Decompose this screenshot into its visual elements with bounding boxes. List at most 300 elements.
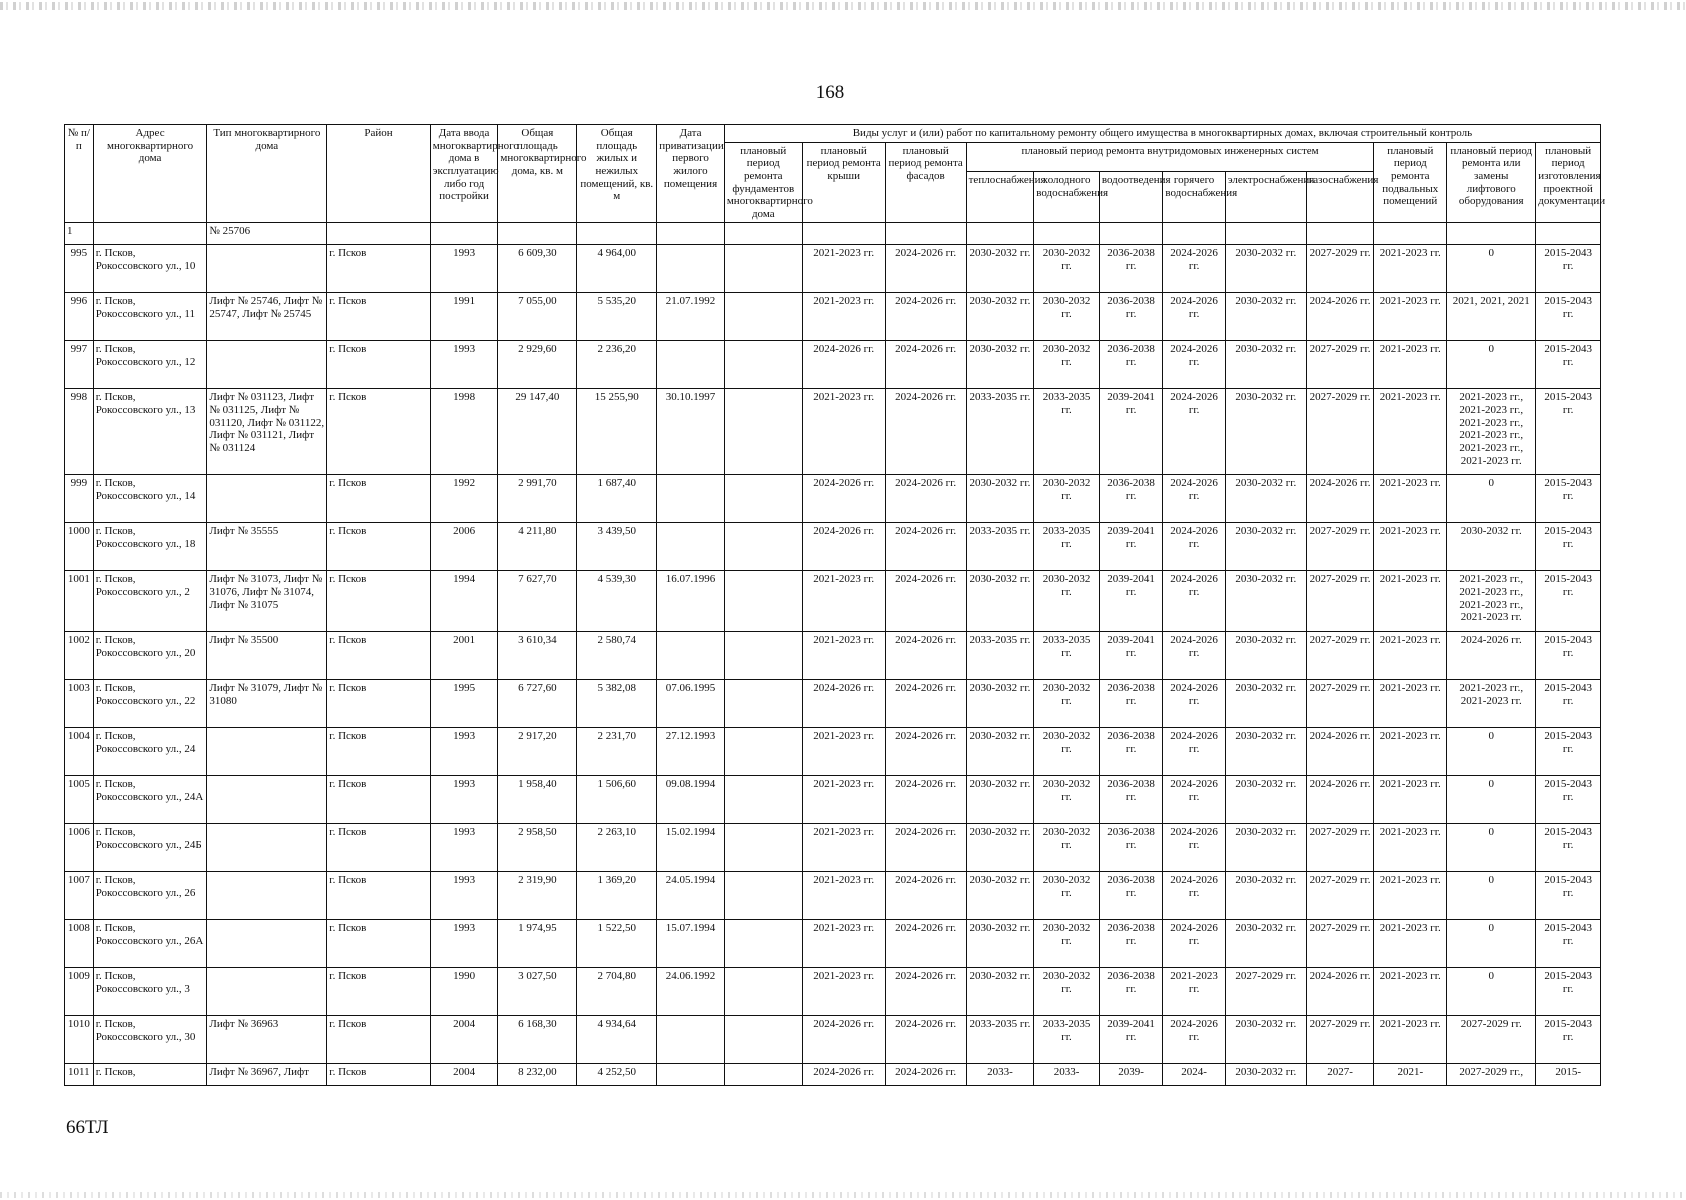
row-sewerage: 2039-2041 гг. <box>1099 632 1163 680</box>
row-total-area: 3 027,50 <box>498 968 577 1016</box>
row-elevator: 0 <box>1447 245 1536 293</box>
row-living-area: 2 580,74 <box>577 632 657 680</box>
row-elevator: 0 <box>1447 872 1536 920</box>
row-electric: 2030-2032 гг. <box>1225 824 1306 872</box>
row-privatization: 15.02.1994 <box>657 824 725 872</box>
table-row <box>65 341 1601 389</box>
row-house-type: Лифт № 36963 <box>207 1016 327 1064</box>
row-privatization <box>657 1016 725 1064</box>
row-address: г. Псков, Рокоссовского ул., 12 <box>93 341 207 389</box>
row-electric: 2030-2032 гг. <box>1225 293 1306 341</box>
row-district: г. Псков <box>327 1016 430 1064</box>
row-gas: 2024-2026 гг. <box>1306 293 1374 341</box>
row-house-type <box>207 776 327 824</box>
row-address: г. Псков, Рокоссовского ул., 20 <box>93 632 207 680</box>
row-hot-water: 2024-2026 гг. <box>1163 389 1226 475</box>
cont-num: 1 <box>65 223 94 245</box>
row-design-docs: 2015-2043 гг. <box>1536 776 1601 824</box>
table-row <box>65 632 1601 680</box>
row-privatization <box>657 523 725 571</box>
row-year: 1998 <box>430 389 498 475</box>
row-address: г. Псков, Рокоссовского ул., 24 <box>93 728 207 776</box>
row-sewerage: 2036-2038 гг. <box>1099 728 1163 776</box>
row-cold-water: 2030-2032 гг. <box>1034 245 1100 293</box>
row-electric: 2030-2032 гг. <box>1225 341 1306 389</box>
row-facade: 2024-2026 гг. <box>885 776 966 824</box>
row-basement: 2021-2023 гг. <box>1374 920 1447 968</box>
row-hot-water: 2024-2026 гг. <box>1163 293 1226 341</box>
row-address: г. Псков, Рокоссовского ул., 3 <box>93 968 207 1016</box>
row-privatization: 09.08.1994 <box>657 776 725 824</box>
scan-edge-bottom <box>0 1192 1686 1198</box>
row-sewerage: 2036-2038 гг. <box>1099 341 1163 389</box>
row-facade: 2024-2026 гг. <box>885 920 966 968</box>
row-foundation <box>724 680 802 728</box>
row-year: 1993 <box>430 245 498 293</box>
table-row <box>65 872 1601 920</box>
col-basement: плановый период ремонта подвальных помещений <box>1374 142 1447 223</box>
row-basement: 2021-2023 гг. <box>1374 523 1447 571</box>
row-hot-water: 2024-2026 гг. <box>1163 728 1226 776</box>
page-number: 168 <box>815 82 845 103</box>
row-foundation <box>724 341 802 389</box>
row-foundation <box>724 389 802 475</box>
row-living-area: 4 539,30 <box>577 571 657 632</box>
cont-address <box>93 223 207 245</box>
row-elevator: 0 <box>1447 824 1536 872</box>
row-design-docs: 2015- <box>1536 1064 1601 1086</box>
table-row <box>65 475 1601 523</box>
row-roof: 2021-2023 гг. <box>802 728 885 776</box>
row-cold-water: 2030-2032 гг. <box>1034 968 1100 1016</box>
row-cold-water: 2030-2032 гг. <box>1034 920 1100 968</box>
row-basement: 2021- <box>1374 1064 1447 1086</box>
row-privatization: 24.06.1992 <box>657 968 725 1016</box>
row-heating: 2030-2032 гг. <box>966 968 1034 1016</box>
row-num: 1002 <box>65 632 94 680</box>
row-address: г. Псков, Рокоссовского ул., 26 <box>93 872 207 920</box>
row-sewerage: 2039-2041 гг. <box>1099 1016 1163 1064</box>
row-foundation <box>724 968 802 1016</box>
row-year: 2006 <box>430 523 498 571</box>
row-house-type <box>207 341 327 389</box>
row-electric: 2030-2032 гг. <box>1225 523 1306 571</box>
row-hot-water: 2024-2026 гг. <box>1163 1016 1226 1064</box>
row-electric: 2030-2032 гг. <box>1225 776 1306 824</box>
row-heating: 2030-2032 гг. <box>966 571 1034 632</box>
col-living-area: Общая площадь жилых и нежилых помещений, кв. м <box>577 125 657 223</box>
row-house-type <box>207 920 327 968</box>
row-heating: 2030-2032 гг. <box>966 872 1034 920</box>
row-district: г. Псков <box>327 776 430 824</box>
row-year: 1993 <box>430 920 498 968</box>
row-foundation <box>724 523 802 571</box>
row-heating: 2033-2035 гг. <box>966 523 1034 571</box>
row-district: г. Псков <box>327 824 430 872</box>
row-address: г. Псков, Рокоссовского ул., 14 <box>93 475 207 523</box>
row-gas: 2024-2026 гг. <box>1306 968 1374 1016</box>
row-address: г. Псков, Рокоссовского ул., 11 <box>93 293 207 341</box>
row-num: 997 <box>65 341 94 389</box>
row-house-type: Лифт № 31079, Лифт № 31080 <box>207 680 327 728</box>
row-privatization <box>657 341 725 389</box>
row-electric: 2030-2032 гг. <box>1225 920 1306 968</box>
row-roof: 2024-2026 гг. <box>802 680 885 728</box>
row-roof: 2021-2023 гг. <box>802 632 885 680</box>
col-district: Район <box>327 125 430 223</box>
row-district: г. Псков <box>327 968 430 1016</box>
row-elevator: 2030-2032 гг. <box>1447 523 1536 571</box>
row-total-area: 2 319,90 <box>498 872 577 920</box>
row-design-docs: 2015-2043 гг. <box>1536 245 1601 293</box>
row-cold-water: 2030-2032 гг. <box>1034 341 1100 389</box>
row-design-docs: 2015-2043 гг. <box>1536 872 1601 920</box>
col-electric: электроснабжения <box>1225 172 1306 223</box>
row-design-docs: 2015-2043 гг. <box>1536 728 1601 776</box>
row-basement: 2021-2023 гг. <box>1374 293 1447 341</box>
row-year: 1995 <box>430 680 498 728</box>
row-district: г. Псков <box>327 523 430 571</box>
row-total-area: 6 727,60 <box>498 680 577 728</box>
row-facade: 2024-2026 гг. <box>885 824 966 872</box>
row-heating: 2030-2032 гг. <box>966 776 1034 824</box>
row-hot-water: 2024-2026 гг. <box>1163 632 1226 680</box>
row-sewerage: 2036-2038 гг. <box>1099 824 1163 872</box>
row-roof: 2024-2026 гг. <box>802 1064 885 1086</box>
row-living-area: 2 231,70 <box>577 728 657 776</box>
row-electric: 2027-2029 гг. <box>1225 968 1306 1016</box>
row-privatization <box>657 245 725 293</box>
row-num: 1008 <box>65 920 94 968</box>
row-foundation <box>724 1064 802 1086</box>
row-roof: 2021-2023 гг. <box>802 776 885 824</box>
row-roof: 2021-2023 гг. <box>802 968 885 1016</box>
row-house-type <box>207 872 327 920</box>
row-electric: 2030-2032 гг. <box>1225 680 1306 728</box>
row-privatization <box>657 1064 725 1086</box>
table-row <box>65 824 1601 872</box>
row-house-type <box>207 245 327 293</box>
table-header <box>65 125 1606 223</box>
row-hot-water: 2024-2026 гг. <box>1163 475 1226 523</box>
row-house-type: Лифт № 31073, Лифт № 31076, Лифт № 31074, Лифт № 31075 <box>207 571 327 632</box>
row-roof: 2024-2026 гг. <box>802 341 885 389</box>
row-living-area: 3 439,50 <box>577 523 657 571</box>
row-district: г. Псков <box>327 389 430 475</box>
row-heating: 2033-2035 гг. <box>966 389 1034 475</box>
row-heating: 2030-2032 гг. <box>966 824 1034 872</box>
row-design-docs: 2015-2043 гг. <box>1536 632 1601 680</box>
col-services-group: Виды услуг и (или) работ по капитальному ремонту общего имущества в многоквартирных домах, включая строительный контроль <box>724 125 1600 143</box>
row-total-area: 7 627,70 <box>498 571 577 632</box>
row-elevator: 0 <box>1447 728 1536 776</box>
row-year: 1990 <box>430 968 498 1016</box>
row-total-area: 6 168,30 <box>498 1016 577 1064</box>
row-total-area: 1 974,95 <box>498 920 577 968</box>
row-facade: 2024-2026 гг. <box>885 968 966 1016</box>
row-num: 996 <box>65 293 94 341</box>
col-cold-water: холодного водоснабжения <box>1034 172 1100 223</box>
row-total-area: 2 929,60 <box>498 341 577 389</box>
row-privatization: 24.05.1994 <box>657 872 725 920</box>
row-year: 1993 <box>430 728 498 776</box>
row-gas: 2027- <box>1306 1064 1374 1086</box>
col-roof: плановый период ремонта крыши <box>802 142 885 223</box>
row-year: 2004 <box>430 1016 498 1064</box>
row-privatization: 15.07.1994 <box>657 920 725 968</box>
row-foundation <box>724 632 802 680</box>
scan-edge-top <box>0 2 1686 10</box>
row-house-type: Лифт № 36967, Лифт <box>207 1064 327 1086</box>
row-sewerage: 2036-2038 гг. <box>1099 968 1163 1016</box>
footer-code: 66ТЛ <box>66 1117 109 1138</box>
row-electric: 2030-2032 гг. <box>1225 1064 1306 1086</box>
row-num: 1001 <box>65 571 94 632</box>
row-roof: 2021-2023 гг. <box>802 245 885 293</box>
col-gas: газоснабжения <box>1306 172 1374 223</box>
row-heating: 2030-2032 гг. <box>966 245 1034 293</box>
row-basement: 2021-2023 гг. <box>1374 245 1447 293</box>
row-design-docs: 2015-2043 гг. <box>1536 389 1601 475</box>
row-roof: 2021-2023 гг. <box>802 872 885 920</box>
row-roof: 2024-2026 гг. <box>802 523 885 571</box>
row-facade: 2024-2026 гг. <box>885 523 966 571</box>
row-foundation <box>724 571 802 632</box>
row-heating: 2033-2035 гг. <box>966 1016 1034 1064</box>
continuation-row <box>65 223 1601 245</box>
row-gas: 2027-2029 гг. <box>1306 389 1374 475</box>
row-elevator: 0 <box>1447 920 1536 968</box>
col-facade: плановый период ремонта фасадов <box>885 142 966 223</box>
row-sewerage: 2036-2038 гг. <box>1099 776 1163 824</box>
row-privatization <box>657 632 725 680</box>
row-facade: 2024-2026 гг. <box>885 632 966 680</box>
row-facade: 2024-2026 гг. <box>885 680 966 728</box>
col-heating: теплоснабжения <box>966 172 1034 223</box>
row-electric: 2030-2032 гг. <box>1225 389 1306 475</box>
row-hot-water: 2024- <box>1163 1064 1226 1086</box>
row-elevator: 2027-2029 гг., <box>1447 1064 1536 1086</box>
row-gas: 2027-2029 гг. <box>1306 245 1374 293</box>
row-elevator: 0 <box>1447 776 1536 824</box>
row-year: 1993 <box>430 341 498 389</box>
row-district: г. Псков <box>327 920 430 968</box>
row-living-area: 5 535,20 <box>577 293 657 341</box>
row-elevator: 0 <box>1447 341 1536 389</box>
row-gas: 2027-2029 гг. <box>1306 680 1374 728</box>
row-living-area: 2 263,10 <box>577 824 657 872</box>
row-total-area: 3 610,34 <box>498 632 577 680</box>
table-row <box>65 728 1601 776</box>
row-design-docs: 2015-2043 гг. <box>1536 968 1601 1016</box>
col-commission: Дата ввода многоквартирного дома в эксплуатацию либо год постройки <box>430 125 498 223</box>
row-district: г. Псков <box>327 1064 430 1086</box>
row-electric: 2030-2032 гг. <box>1225 571 1306 632</box>
row-district: г. Псков <box>327 728 430 776</box>
row-heating: 2033- <box>966 1064 1034 1086</box>
row-district: г. Псков <box>327 632 430 680</box>
row-basement: 2021-2023 гг. <box>1374 776 1447 824</box>
row-foundation <box>724 824 802 872</box>
row-basement: 2021-2023 гг. <box>1374 824 1447 872</box>
col-elevator: плановый период ремонта или замены лифтового оборудования <box>1447 142 1536 223</box>
row-privatization: 21.07.1992 <box>657 293 725 341</box>
row-house-type <box>207 475 327 523</box>
row-living-area: 1 506,60 <box>577 776 657 824</box>
row-total-area: 2 917,20 <box>498 728 577 776</box>
row-year: 2004 <box>430 1064 498 1086</box>
cont-type: № 25706 <box>207 223 327 245</box>
row-cold-water: 2030-2032 гг. <box>1034 824 1100 872</box>
row-facade: 2024-2026 гг. <box>885 1016 966 1064</box>
row-num: 1010 <box>65 1016 94 1064</box>
row-district: г. Псков <box>327 571 430 632</box>
row-address: г. Псков, Рокоссовского ул., 18 <box>93 523 207 571</box>
row-privatization: 07.06.1995 <box>657 680 725 728</box>
row-roof: 2024-2026 гг. <box>802 475 885 523</box>
col-sewerage: водоотведения <box>1099 172 1163 223</box>
row-living-area: 5 382,08 <box>577 680 657 728</box>
row-facade: 2024-2026 гг. <box>885 571 966 632</box>
row-cold-water: 2033-2035 гг. <box>1034 632 1100 680</box>
row-elevator: 2024-2026 гг. <box>1447 632 1536 680</box>
row-district: г. Псков <box>327 293 430 341</box>
row-hot-water: 2024-2026 гг. <box>1163 872 1226 920</box>
row-roof: 2021-2023 гг. <box>802 389 885 475</box>
row-cold-water: 2033- <box>1034 1064 1100 1086</box>
row-district: г. Псков <box>327 475 430 523</box>
row-gas: 2024-2026 гг. <box>1306 776 1374 824</box>
row-num: 1003 <box>65 680 94 728</box>
row-sewerage: 2036-2038 гг. <box>1099 293 1163 341</box>
row-design-docs: 2015-2043 гг. <box>1536 341 1601 389</box>
row-house-type <box>207 968 327 1016</box>
row-house-type <box>207 824 327 872</box>
row-roof: 2021-2023 гг. <box>802 920 885 968</box>
row-living-area: 15 255,90 <box>577 389 657 475</box>
row-sewerage: 2036-2038 гг. <box>1099 872 1163 920</box>
row-gas: 2024-2026 гг. <box>1306 728 1374 776</box>
row-design-docs: 2015-2043 гг. <box>1536 523 1601 571</box>
row-total-area: 1 958,40 <box>498 776 577 824</box>
row-foundation <box>724 776 802 824</box>
row-sewerage: 2036-2038 гг. <box>1099 475 1163 523</box>
row-district: г. Псков <box>327 872 430 920</box>
table-row <box>65 1064 1601 1086</box>
row-year: 1993 <box>430 776 498 824</box>
row-design-docs: 2015-2043 гг. <box>1536 293 1601 341</box>
row-district: г. Псков <box>327 341 430 389</box>
row-sewerage: 2039- <box>1099 1064 1163 1086</box>
row-elevator: 0 <box>1447 475 1536 523</box>
row-num: 1004 <box>65 728 94 776</box>
row-privatization: 30.10.1997 <box>657 389 725 475</box>
row-num: 1009 <box>65 968 94 1016</box>
row-heating: 2030-2032 гг. <box>966 475 1034 523</box>
table-row <box>65 920 1601 968</box>
row-district: г. Псков <box>327 245 430 293</box>
row-address: г. Псков, Рокоссовского ул., 2 <box>93 571 207 632</box>
row-year: 2001 <box>430 632 498 680</box>
row-cold-water: 2030-2032 гг. <box>1034 475 1100 523</box>
row-gas: 2027-2029 гг. <box>1306 523 1374 571</box>
row-num: 995 <box>65 245 94 293</box>
row-gas: 2027-2029 гг. <box>1306 1016 1374 1064</box>
row-address: г. Псков, Рокоссовского ул., 10 <box>93 245 207 293</box>
col-privatization: Дата приватизации первого жилого помещения <box>657 125 725 223</box>
table-row <box>65 1016 1601 1064</box>
table-body <box>65 223 1601 1086</box>
row-basement: 2021-2023 гг. <box>1374 968 1447 1016</box>
row-address: г. Псков, Рокоссовского ул., 13 <box>93 389 207 475</box>
row-total-area: 8 232,00 <box>498 1064 577 1086</box>
row-year: 1991 <box>430 293 498 341</box>
row-elevator: 2027-2029 гг. <box>1447 1016 1536 1064</box>
col-house-type: Тип многоквартирного дома <box>207 125 327 223</box>
row-facade: 2024-2026 гг. <box>885 293 966 341</box>
row-privatization <box>657 475 725 523</box>
row-electric: 2030-2032 гг. <box>1225 245 1306 293</box>
row-sewerage: 2036-2038 гг. <box>1099 245 1163 293</box>
row-hot-water: 2024-2026 гг. <box>1163 824 1226 872</box>
row-num: 1011 <box>65 1064 94 1086</box>
row-basement: 2021-2023 гг. <box>1374 341 1447 389</box>
row-roof: 2021-2023 гг. <box>802 293 885 341</box>
row-living-area: 4 964,00 <box>577 245 657 293</box>
row-basement: 2021-2023 гг. <box>1374 632 1447 680</box>
row-living-area: 2 236,20 <box>577 341 657 389</box>
row-elevator: 2021-2023 гг., 2021-2023 гг. <box>1447 680 1536 728</box>
row-foundation <box>724 872 802 920</box>
row-electric: 2030-2032 гг. <box>1225 872 1306 920</box>
row-living-area: 1 687,40 <box>577 475 657 523</box>
row-gas: 2027-2029 гг. <box>1306 920 1374 968</box>
row-facade: 2024-2026 гг. <box>885 728 966 776</box>
row-privatization: 16.07.1996 <box>657 571 725 632</box>
row-facade: 2024-2026 гг. <box>885 872 966 920</box>
row-house-type: Лифт № 031123, Лифт № 031125, Лифт № 031120, Лифт № 031122, Лифт № 031121, Лифт № 031124 <box>207 389 327 475</box>
row-foundation <box>724 1016 802 1064</box>
row-num: 998 <box>65 389 94 475</box>
row-address: г. Псков, Рокоссовского ул., 24А <box>93 776 207 824</box>
row-hot-water: 2021-2023 гг. <box>1163 968 1226 1016</box>
row-roof: 2021-2023 гг. <box>802 824 885 872</box>
row-living-area: 4 934,64 <box>577 1016 657 1064</box>
row-hot-water: 2024-2026 гг. <box>1163 776 1226 824</box>
row-district: г. Псков <box>327 680 430 728</box>
row-cold-water: 2030-2032 гг. <box>1034 776 1100 824</box>
row-hot-water: 2024-2026 гг. <box>1163 571 1226 632</box>
table-row <box>65 968 1601 1016</box>
row-year: 1993 <box>430 824 498 872</box>
table-row <box>65 571 1601 632</box>
row-cold-water: 2030-2032 гг. <box>1034 293 1100 341</box>
row-design-docs: 2015-2043 гг. <box>1536 920 1601 968</box>
row-foundation <box>724 475 802 523</box>
row-elevator: 0 <box>1447 968 1536 1016</box>
row-hot-water: 2024-2026 гг. <box>1163 920 1226 968</box>
row-house-type: Лифт № 35555 <box>207 523 327 571</box>
row-electric: 2030-2032 гг. <box>1225 728 1306 776</box>
row-gas: 2027-2029 гг. <box>1306 571 1374 632</box>
row-foundation <box>724 728 802 776</box>
table-row <box>65 389 1601 475</box>
row-facade: 2024-2026 гг. <box>885 245 966 293</box>
row-design-docs: 2015-2043 гг. <box>1536 571 1601 632</box>
row-electric: 2030-2032 гг. <box>1225 1016 1306 1064</box>
row-basement: 2021-2023 гг. <box>1374 571 1447 632</box>
row-address: г. Псков, Рокоссовского ул., 22 <box>93 680 207 728</box>
